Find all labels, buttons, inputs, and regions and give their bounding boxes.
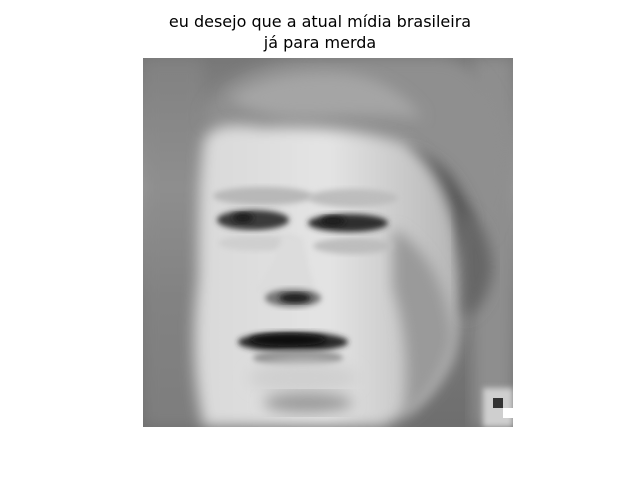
face-image <box>143 58 513 427</box>
face-photo-graphic <box>143 58 513 427</box>
title-line-1: eu desejo que a atual mídia brasileira <box>168 12 472 31</box>
title-line-2: já para merda <box>263 33 377 52</box>
figure-title <box>0 11 640 53</box>
